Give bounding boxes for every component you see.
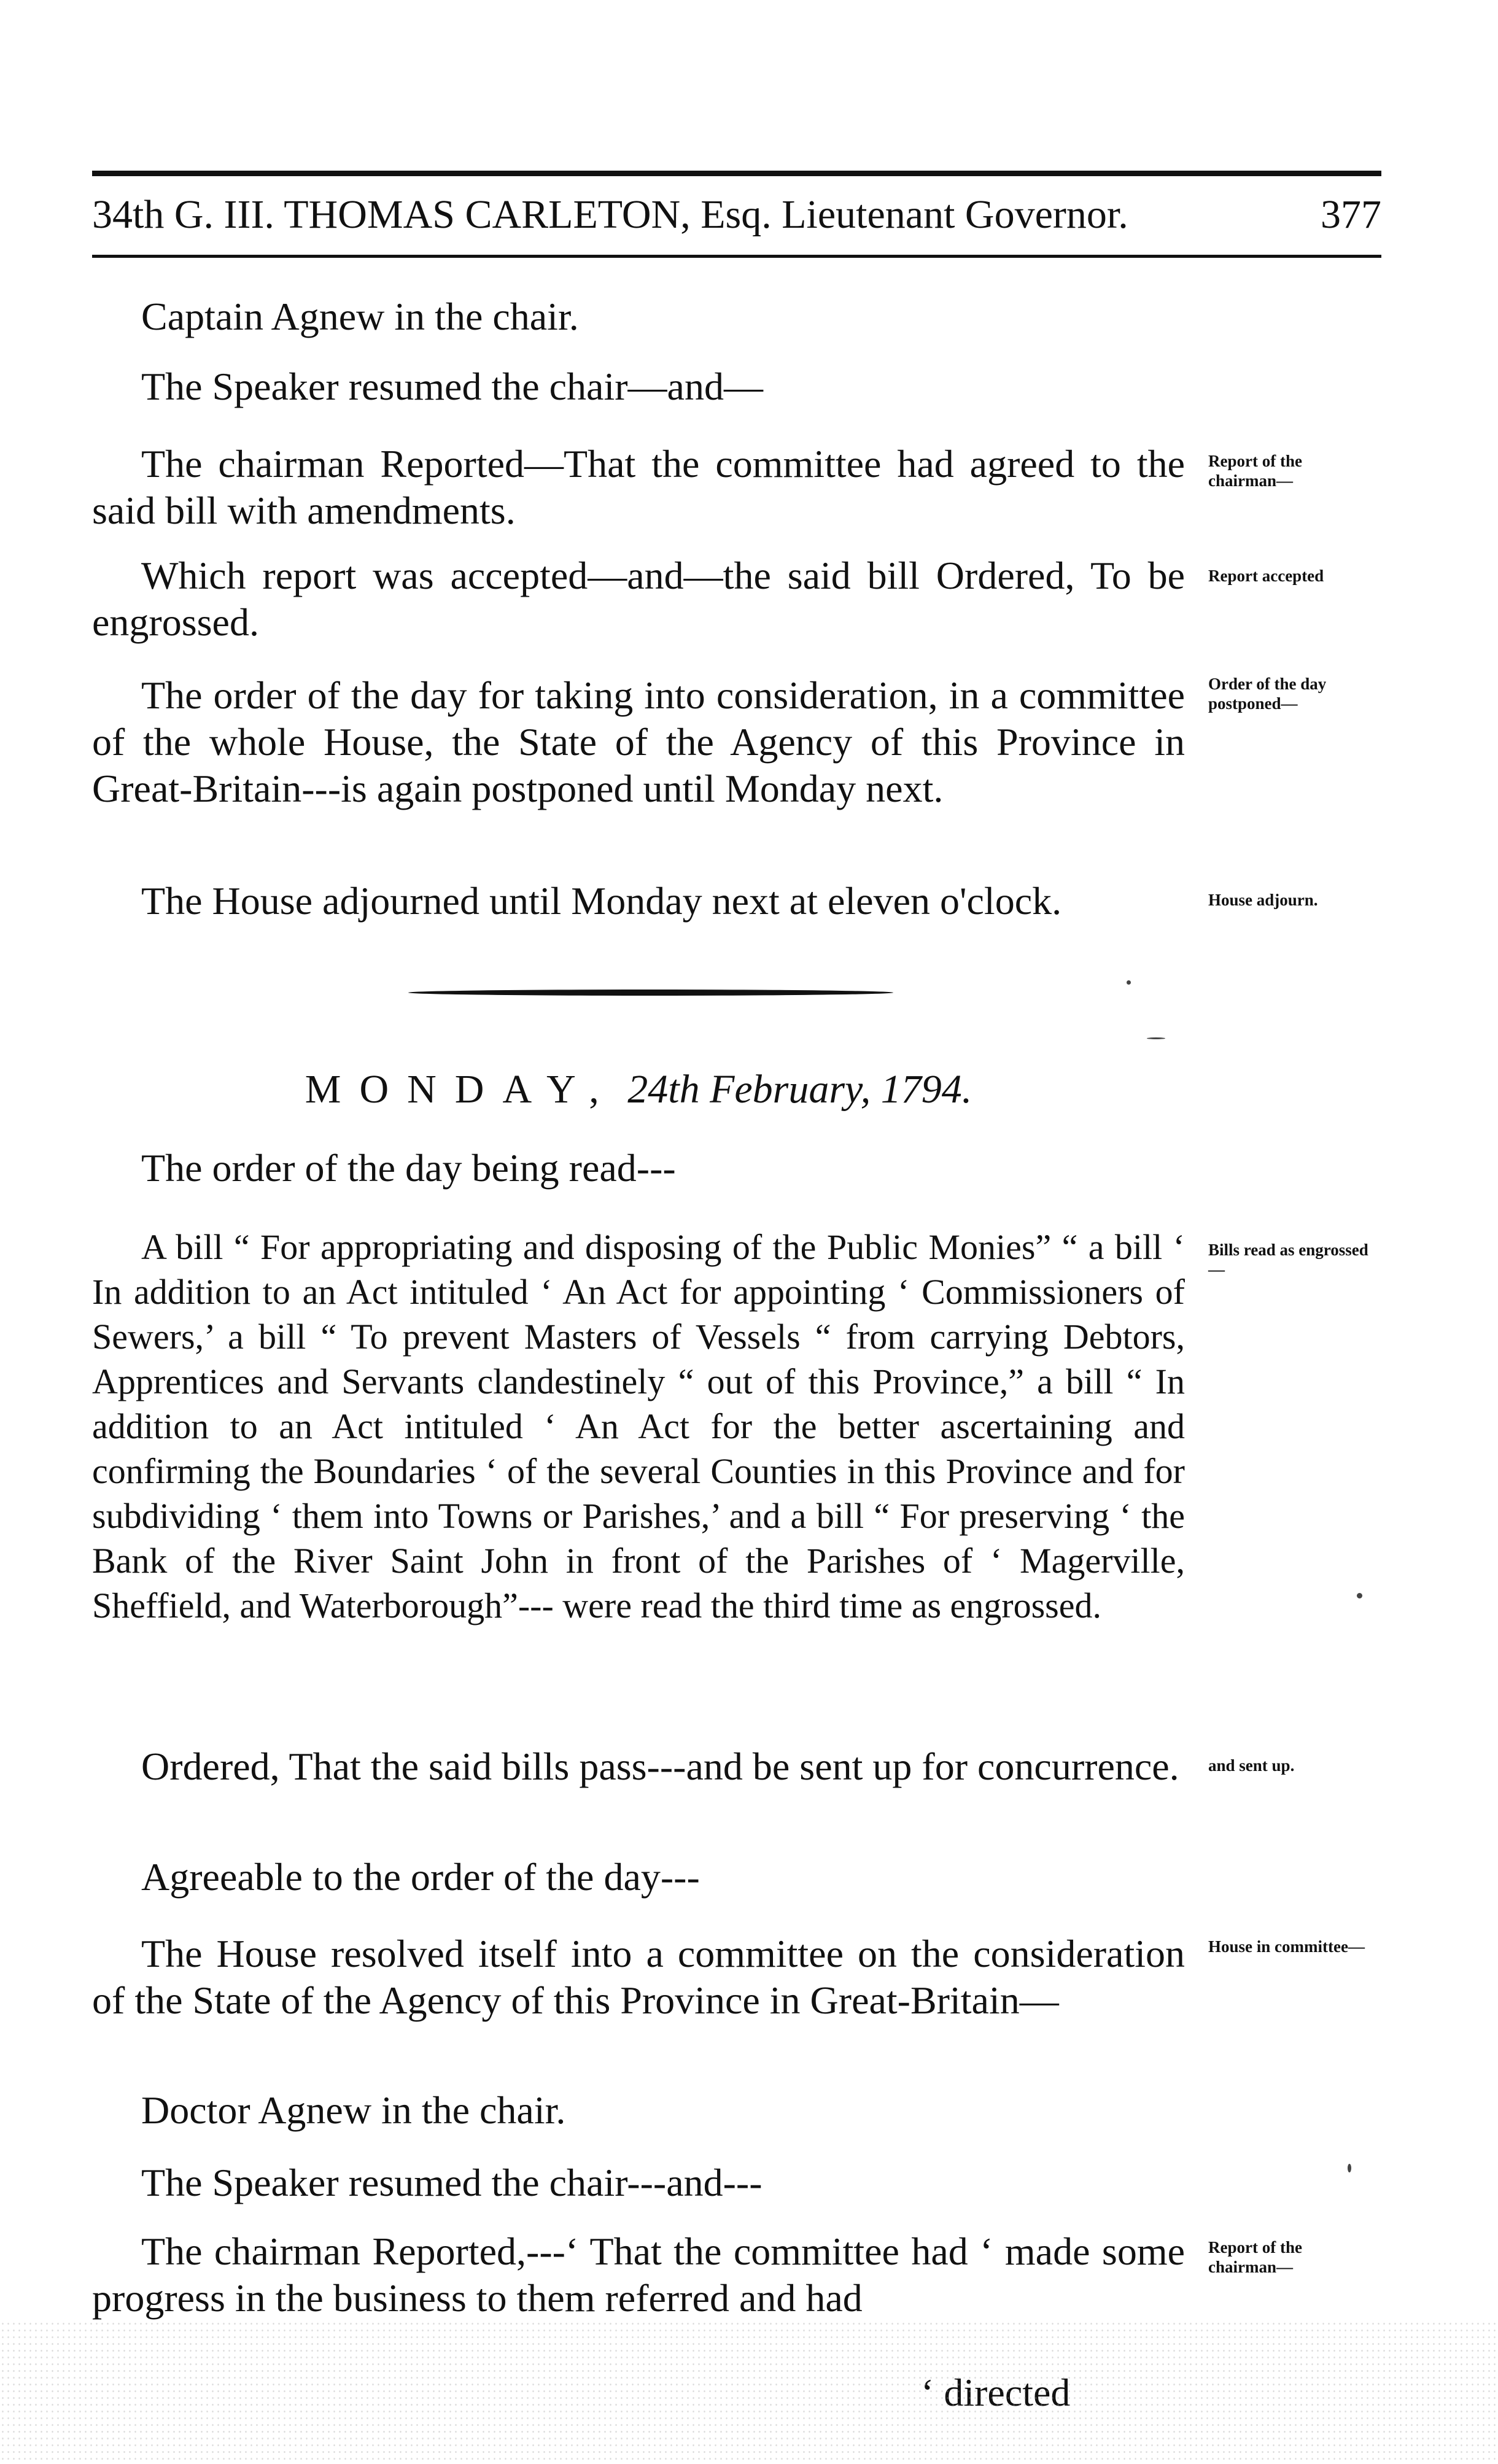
paragraph-order-read: The order of the day being read---	[141, 1146, 676, 1190]
paragraph-doctor-agnew: Doctor Agnew in the chair.	[141, 2088, 566, 2132]
margin-note-postponed: Order of the day postponed—	[1208, 675, 1327, 713]
margin-note-bills-read: Bills read as engrossed—	[1208, 1241, 1368, 1279]
scan-noise	[0, 2320, 1498, 2464]
paragraph-house-adjourned: The House adjourned until Monday next at eleven o'clock.	[141, 879, 1062, 923]
ink-speck	[1147, 1037, 1165, 1039]
paragraph-chairman-reported: The chairman Reported—That the committee had agreed to the said bill with amendments.	[92, 442, 1185, 532]
ink-speck	[1348, 2164, 1351, 2172]
header-underline	[92, 255, 1381, 258]
paragraph-agreeable: Agreeable to the order of the day---	[141, 1855, 700, 1899]
paragraph-order-of-day: The order of the day for taking into consideration, in a committee of the whole House, the State of the Agency of this Province in Great-Britain---is again postponed until Monday next.	[92, 673, 1185, 810]
margin-note-adjourn: House adjourn.	[1208, 891, 1318, 909]
heading-day: MONDAY,	[305, 1067, 618, 1112]
paragraph-speaker-resumed-2: The Speaker resumed the chair---and---	[141, 2161, 763, 2204]
paragraph-chairman-progress: The chairman Reported,---‘ That the committee had ‘ made some progress in the business to them referred and had	[92, 2230, 1185, 2320]
heading-date: 24th February, 1794.	[627, 1067, 972, 1112]
page-number: 377	[1321, 192, 1381, 237]
margin-note-report-2: Report of the chairman—	[1208, 2238, 1302, 2276]
running-header	[92, 184, 1381, 246]
paragraph-report-accepted: Which report was accepted—and—the said bill Ordered, To be engrossed.	[92, 554, 1185, 644]
margin-note-sent-up: and sent up.	[1208, 1756, 1295, 1775]
catchword: ‘ directed	[921, 2371, 1071, 2414]
running-title: 34th G. III. THOMAS CARLETON, Esq. Lieutenant Governor.	[92, 192, 1128, 237]
ink-speck	[1357, 1593, 1362, 1598]
paragraph-captain-agnew: Captain Agnew in the chair.	[141, 295, 579, 338]
paragraph-committee-resolved: The House resolved itself into a committee on the consideration of the State of the Agency of this Province in Great-Britain—	[92, 1932, 1185, 2022]
paragraph-speaker-resumed: The Speaker resumed the chair—and—	[141, 365, 763, 408]
margin-note-report: Report of the chairman—	[1208, 452, 1302, 490]
header-rule	[92, 171, 1381, 176]
paragraph-bills-pass: Ordered, That the said bills pass---and be sent up for concurrence.	[141, 1745, 1179, 1788]
section-heading	[92, 1065, 1185, 1114]
paragraph-bills-list: A bill “ For appropriating and disposing of the Public Monies” “ a bill ‘ In addition to an Act intituled ‘ An Act for appointing ‘ Commissioners of Sewers,’ a bill “ To prevent Masters of Vessels “ from carrying Debtors, Apprentices and Servants clandestinely “ out of this Province,” a bill “ In addition to an Act intituled ‘ An Act for the better ascertaining and confirming the Boundaries ‘ of the several Counties in this Province and for subdividing ‘ them into Towns or Parishes,’ and a bill “ For preserving ‘ the Bank of the River Saint John in front of the Parishes of ‘ Magerville, Sheffield, and Waterborough”--- were read the third time as engrossed.	[92, 1227, 1185, 1625]
margin-note-accepted: Report accepted	[1208, 567, 1324, 585]
ink-speck	[1127, 980, 1131, 985]
margin-note-house-committee: House in committee—	[1208, 1937, 1365, 1956]
section-separator	[408, 990, 893, 996]
